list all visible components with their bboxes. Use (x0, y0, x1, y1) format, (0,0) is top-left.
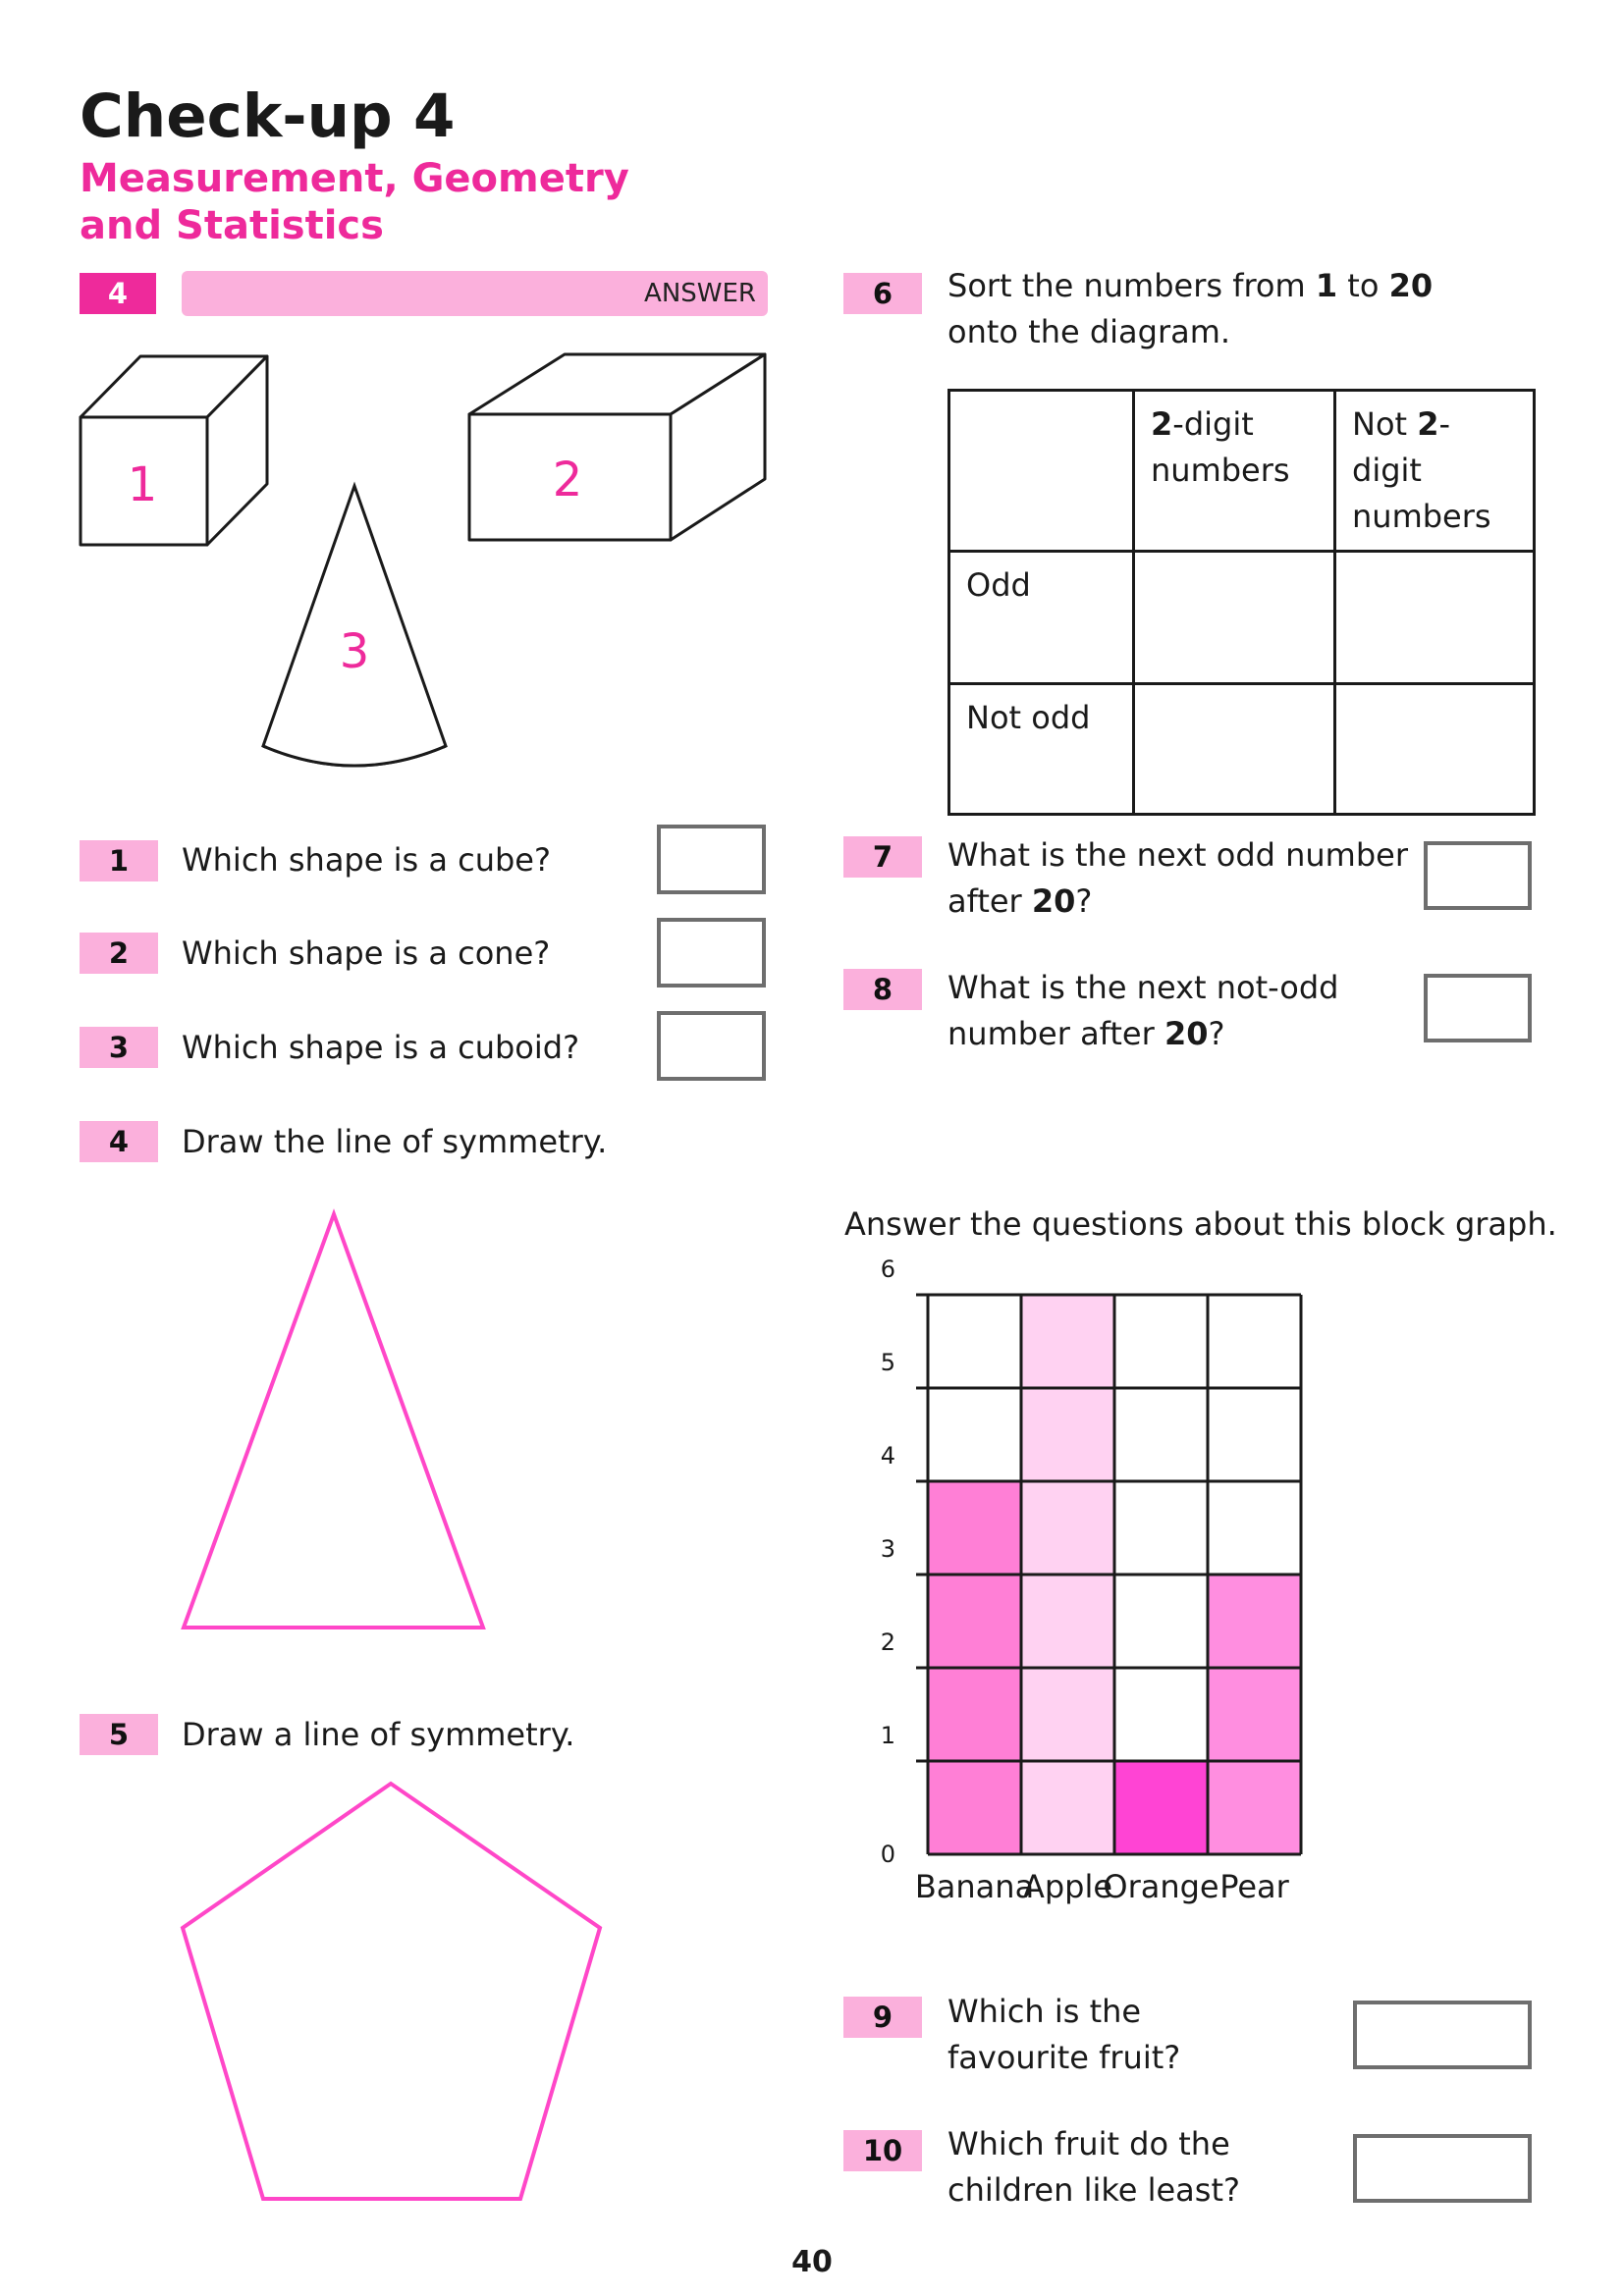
y-tick-label-2: 2 (880, 1629, 895, 1656)
sorting-row-not-odd-label: Not odd (949, 684, 1134, 815)
bar-pear (1208, 1575, 1301, 1854)
shape-label-3: 3 (339, 624, 370, 679)
question-3-badge: 3 (80, 1027, 158, 1068)
question-6-line-2: onto the diagram. (947, 313, 1231, 350)
answer-label: ANSWER (644, 279, 756, 308)
page-title: Check-up 4 (80, 81, 456, 151)
col-2digit-rest: -digit (1172, 405, 1254, 443)
sorting-col-not-2digit (1335, 391, 1535, 552)
question-1-answer-box[interactable] (657, 825, 766, 894)
sorting-cell-notodd-not-2digit[interactable] (1335, 684, 1535, 815)
q6-number-1: 1 (1315, 267, 1338, 304)
sorting-table (947, 389, 1536, 816)
shape-label-2: 2 (552, 453, 583, 507)
question-2-answer-box[interactable] (657, 918, 766, 988)
question-8-badge: 8 (843, 969, 922, 1010)
question-9-badge: 9 (843, 1997, 922, 2038)
pentagon-shape[interactable] (183, 1784, 600, 2199)
x-label-banana: Banana (914, 1868, 1035, 1905)
question-10-line-1: Which fruit do the (947, 2125, 1230, 2163)
sorting-col-2digit (1134, 391, 1335, 552)
question-4-badge: 4 (80, 1121, 158, 1162)
question-7-line-2 (947, 879, 1408, 925)
sorting-cell-odd-not-2digit[interactable] (1335, 552, 1535, 684)
triangle-shape[interactable] (184, 1214, 483, 1628)
col-not-2digit-bold: 2 (1417, 405, 1439, 443)
question-7-line-1: What is the next odd number (947, 836, 1408, 874)
graph-intro-text: Answer the questions about this block graph. (844, 1205, 1557, 1243)
question-9-line-1: Which is the (947, 1993, 1142, 2030)
q7-qmark: ? (1075, 882, 1093, 920)
question-1-text: Which shape is a cube? (182, 841, 551, 879)
cuboid-shape (469, 354, 765, 540)
subtitle-line-1: Measurement, Geometry (80, 156, 629, 201)
question-7-text (947, 832, 1408, 925)
col-2digit-line2: numbers (1151, 452, 1290, 489)
question-1-badge: 1 (80, 840, 158, 881)
y-tick-label-0: 0 (880, 1841, 895, 1868)
y-tick-label-3: 3 (880, 1535, 895, 1563)
bar-orange (1114, 1761, 1208, 1854)
y-tick-label-5: 5 (880, 1349, 895, 1376)
question-9-answer-box[interactable] (1353, 2001, 1532, 2069)
question-5-badge: 5 (80, 1714, 158, 1755)
sorting-cell-odd-2digit[interactable] (1134, 552, 1335, 684)
x-label-pear: Pear (1219, 1868, 1289, 1905)
q7-after: after (947, 882, 1032, 920)
q8-number: 20 (1164, 1015, 1209, 1052)
page-number: 40 (791, 2245, 833, 2279)
sorting-cell-notodd-2digit[interactable] (1134, 684, 1335, 815)
shape-label-1: 1 (127, 457, 158, 512)
question-6-line-1 (947, 263, 1433, 309)
sorting-table-corner (949, 391, 1134, 552)
cube-shape (81, 356, 267, 545)
question-7-answer-box[interactable] (1424, 841, 1532, 910)
question-8-answer-box[interactable] (1424, 974, 1532, 1042)
sorting-row-odd (949, 552, 1535, 684)
question-9-line-2: favourite fruit? (947, 2039, 1181, 2076)
question-3-text: Which shape is a cuboid? (182, 1029, 580, 1066)
block-graph (844, 1255, 1532, 1924)
x-label-orange: Orange (1103, 1868, 1219, 1905)
question-10-text (947, 2121, 1240, 2214)
col-not-2digit-line2: numbers (1352, 498, 1491, 535)
question-10-badge: 10 (843, 2130, 922, 2171)
question-10-line-2: children like least? (947, 2171, 1240, 2209)
question-6-badge: 6 (843, 273, 922, 314)
col-2digit-bold: 2 (1151, 405, 1173, 443)
q8-number-after: number after (947, 1015, 1164, 1052)
question-5-text: Draw a line of symmetry. (182, 1716, 575, 1753)
question-10-answer-box[interactable] (1353, 2134, 1532, 2203)
subtitle-line-2: and Statistics (80, 203, 384, 248)
q6-number-20: 20 (1388, 267, 1434, 304)
q6-text-a: Sort the numbers from (947, 267, 1316, 304)
question-7-badge: 7 (843, 836, 922, 878)
question-9-text (947, 1989, 1180, 2081)
question-8-line-2 (947, 1011, 1338, 1057)
y-tick-label-1: 1 (880, 1722, 895, 1749)
question-8-line-1: What is the next not-odd (947, 969, 1339, 1006)
sorting-row-not-odd (949, 684, 1535, 815)
q6-text-to: to (1337, 267, 1389, 304)
col-not-2digit-rest: -digit (1352, 405, 1451, 489)
question-6-text (947, 263, 1433, 355)
question-2-badge: 2 (80, 933, 158, 974)
col-not-2digit-pre: Not (1352, 405, 1418, 443)
sorting-row-odd-label: Odd (949, 552, 1134, 684)
x-label-apple: Apple (1022, 1868, 1113, 1905)
sorting-table-header-row (949, 391, 1535, 552)
section-badge: 4 (80, 273, 156, 314)
y-tick-label-6: 6 (880, 1255, 895, 1283)
question-2-text: Which shape is a cone? (182, 934, 551, 972)
q8-qmark: ? (1208, 1015, 1225, 1052)
q7-number: 20 (1031, 882, 1076, 920)
question-3-answer-box[interactable] (657, 1011, 766, 1081)
y-tick-label-4: 4 (880, 1442, 895, 1469)
question-8-text (947, 965, 1338, 1057)
question-4-text: Draw the line of symmetry. (182, 1123, 608, 1160)
